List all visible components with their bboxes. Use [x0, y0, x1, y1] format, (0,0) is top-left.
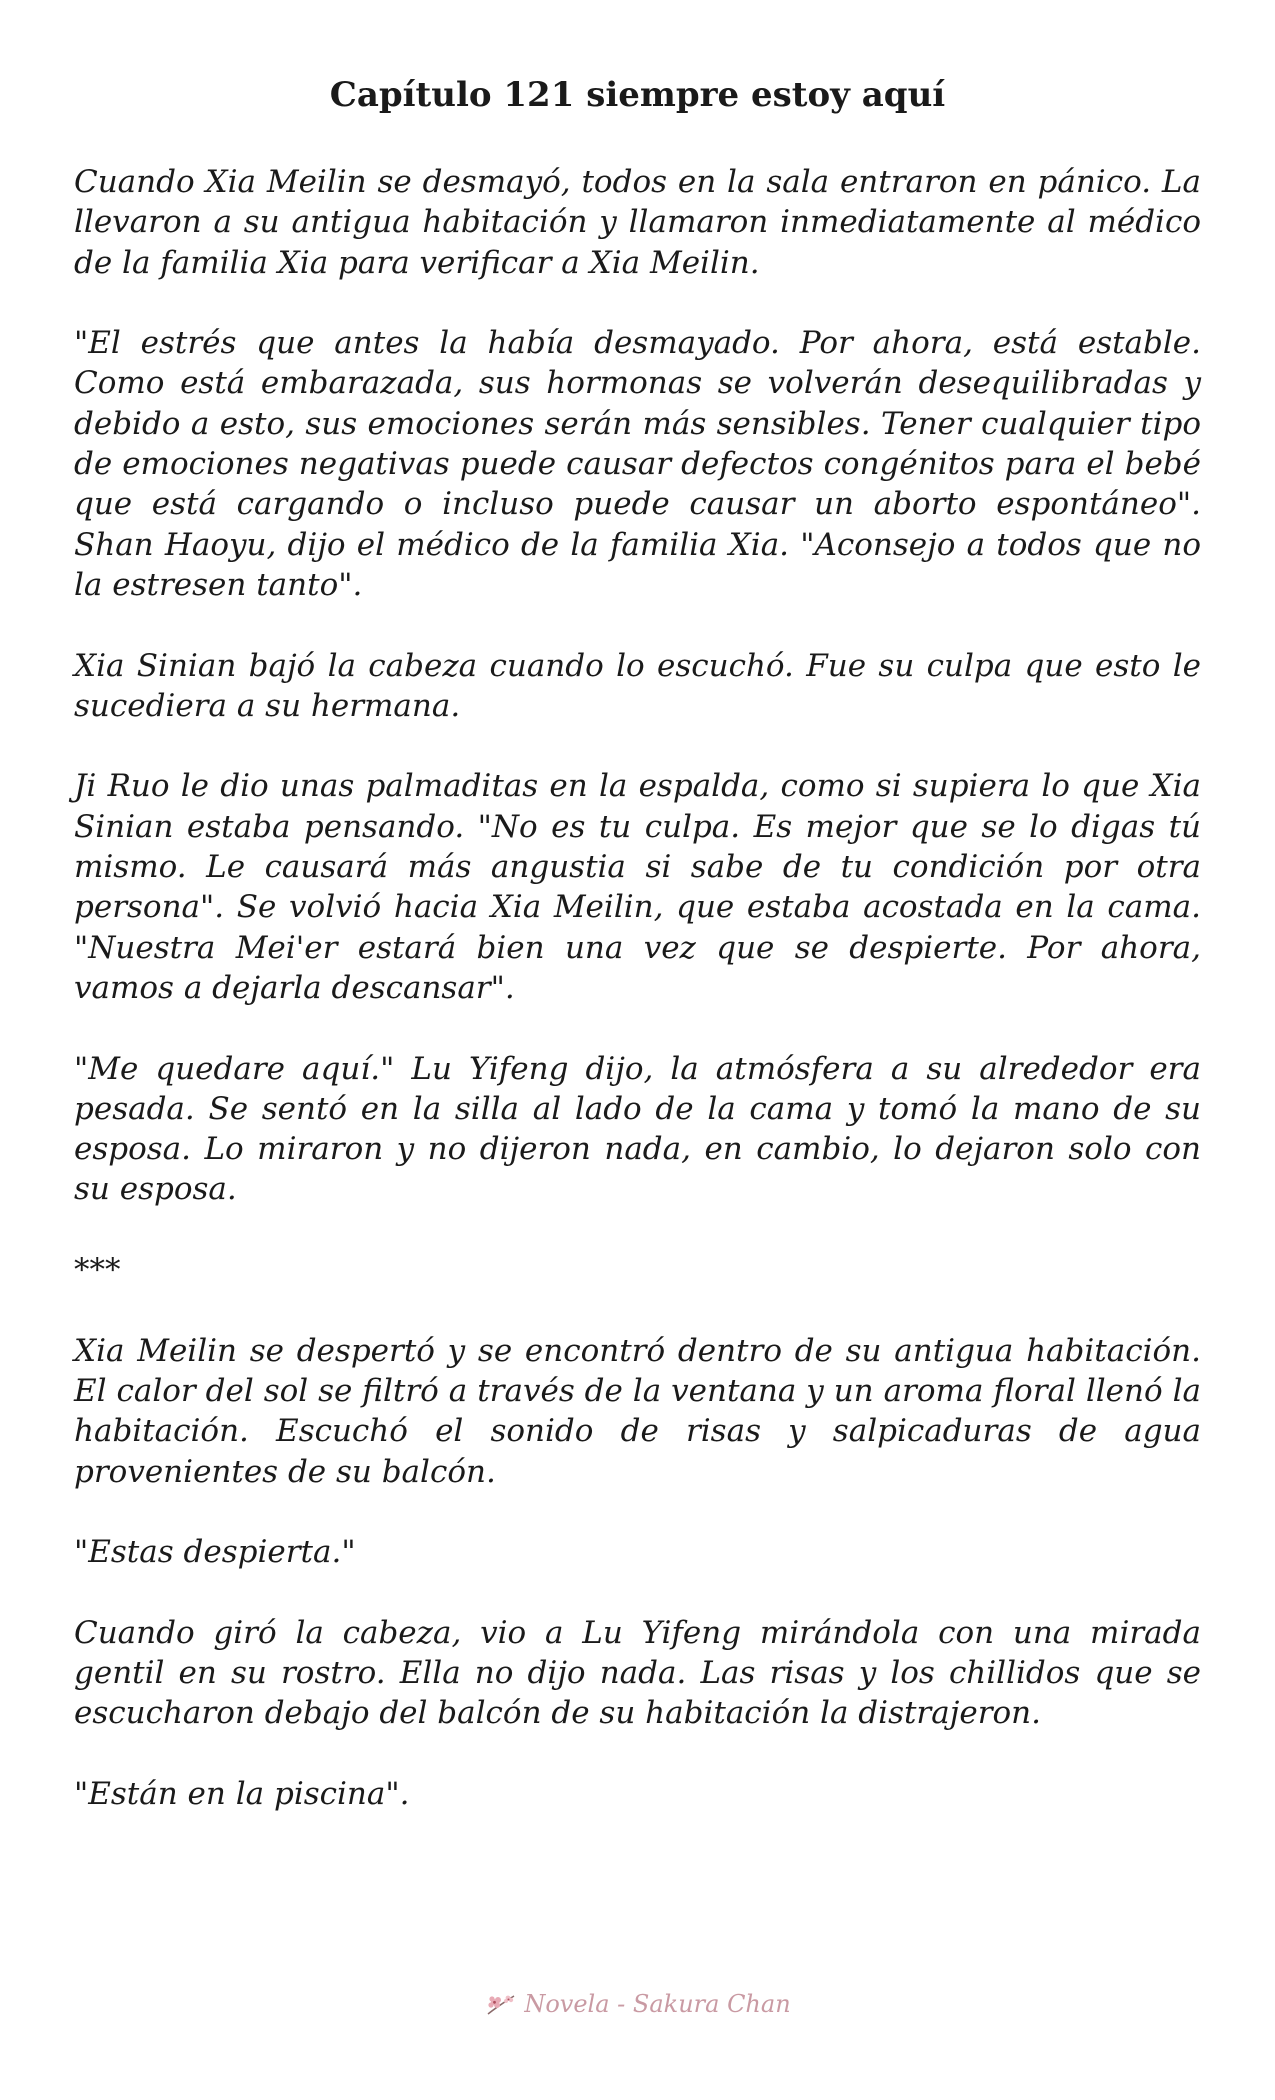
watermark-text: Novela - Sakura Chan	[524, 1990, 791, 2018]
paragraph-7: "Estas despierta."	[74, 1534, 356, 1571]
scene-break: ***	[74, 1252, 121, 1289]
paragraph-3: Xia Sinian bajó la cabeza cuando lo escuchó. Fue su culpa que esto le sucediera a su hermana.	[74, 647, 1201, 724]
watermark	[484, 1990, 790, 2018]
paragraph-6: Xia Meilin se despertó y se encontró dentro de su antigua habitación. El calor del sol se filtró a través de la ventana y un aroma floral llenó la habitación. Escuchó el sonido de risas y salpicaduras de agua provenientes de su balcón.	[74, 1332, 1201, 1490]
paragraph-5: "Me quedare aquí." Lu Yifeng dijo, la atmósfera a su alrededor era pesada. Se sentó en la silla al lado de la cama y tomó la mano de su esposa. Lo miraron y no dijeron nada, en cambio, lo dejaron solo con su esposa.	[74, 1050, 1201, 1208]
chapter-body	[74, 162, 1201, 1854]
sakura-flower-icon	[484, 1990, 518, 2018]
paragraph-9: "Están en la piscina".	[74, 1775, 410, 1812]
paragraph-1: Cuando Xia Meilin se desmayó, todos en la sala entraron en pánico. La llevaron a su antigua habitación y llamaron inmediatamente al médico de la familia Xia para verificar a Xia Meilin.	[74, 164, 1201, 281]
paragraph-4: Ji Ruo le dio unas palmaditas en la espalda, como si supiera lo que Xia Sinian estaba pensando. "No es tu culpa. Es mejor que se lo digas tú mismo. Le causará más angustia si sabe de tu condición por otra persona". Se volvió hacia Xia Meilin, que estaba acostada en la cama. "Nuestra Mei'er estará bien una vez que se despierte. Por ahora, vamos a dejarla descansar".	[74, 768, 1201, 1006]
paragraph-8: Cuando giró la cabeza, vio a Lu Yifeng mirándola con una mirada gentil en su rostro. Ella no dijo nada. Las risas y los chillidos que se escucharon debajo del balcón de su habitación la distrajeron.	[74, 1614, 1201, 1732]
chapter-title: Capítulo 121 siempre estoy aquí	[329, 75, 946, 115]
paragraph-2: "El estrés que antes la había desmayado. Por ahora, está estable. Como está embarazada, sus hormonas se volverán desequilibradas y debido a esto, sus emociones serán más sensibles. Tener cualquier tipo de emociones negativas puede causar defectos congénitos para el bebé que está cargando o incluso puede causar un aborto espontáneo". Shan Haoyu, dijo el médico de la familia Xia. "Aconsejo a todos que no la estresen tanto".	[74, 325, 1201, 603]
footer-watermark	[0, 1990, 1275, 2023]
